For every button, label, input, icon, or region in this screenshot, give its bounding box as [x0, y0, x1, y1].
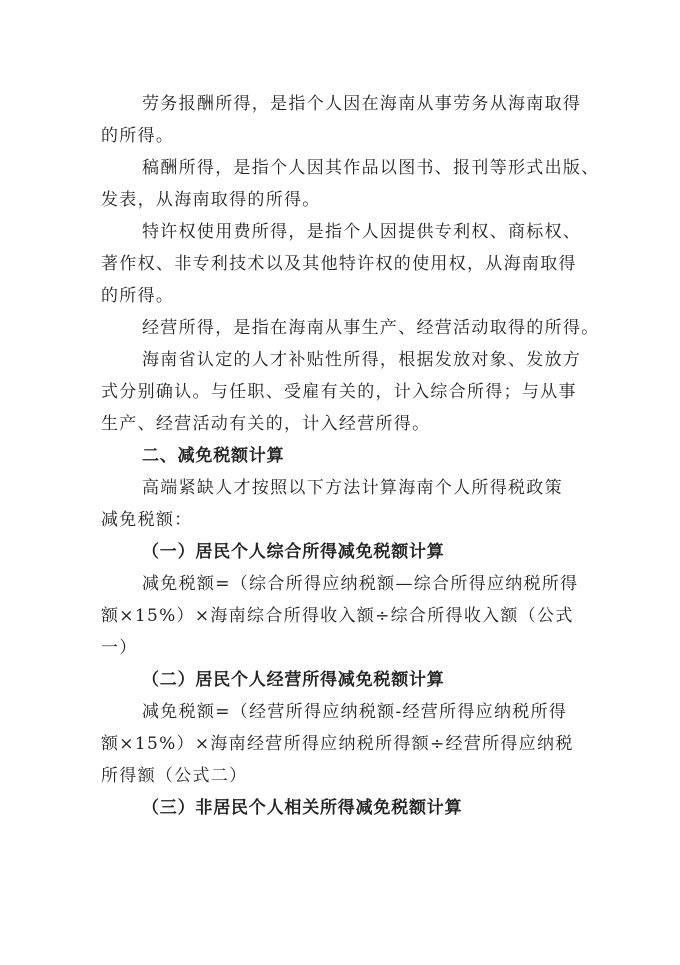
paragraph-talent-subsidy-line3: 生产、经营活动有关的，计入经营所得。 [101, 414, 431, 434]
subheading-resident-comprehensive-income: （一）居民个人综合所得减免税额计算 [142, 542, 445, 562]
formula-two-line2: 额×15%）×海南经营所得应纳税所得额÷经营所得应纳税 [101, 734, 574, 754]
paragraph-royalty-line2: 发表，从海南取得的所得。 [101, 190, 321, 210]
formula-one-line3: 一） [101, 638, 138, 658]
paragraph-talent-subsidy-line1: 海南省认定的人才补贴性所得，根据发放对象、发放方 [142, 350, 582, 370]
paragraph-franchise-line3: 的所得。 [101, 286, 175, 306]
paragraph-labor-income-line1: 劳务报酬所得，是指个人因在海南从事劳务从海南取得 [142, 94, 582, 114]
formula-two-line3: 所得额（公式二） [101, 766, 248, 786]
paragraph-talent-subsidy-line2: 式分别确认。与任职、受雇有关的，计入综合所得；与从事 [101, 382, 577, 402]
paragraph-business-income-line1: 经营所得，是指在海南从事生产、经营活动取得的所得。 [142, 318, 600, 338]
paragraph-labor-income-line2: 的所得。 [101, 126, 175, 146]
paragraph-franchise-line2: 著作权、非专利技术以及其他特许权的使用权，从海南取得 [101, 254, 577, 274]
formula-one-line2: 额×15%）×海南综合所得收入额÷综合所得收入额（公式 [101, 606, 574, 626]
paragraph-franchise-line1: 特许权使用费所得，是指个人因提供专利权、商标权、 [142, 222, 582, 242]
subheading-nonresident-income: （三）非居民个人相关所得减免税额计算 [142, 798, 463, 818]
formula-one-line1: 减免税额=（综合所得应纳税额—综合所得应纳税所得 [142, 574, 579, 594]
paragraph-method-line1: 高端紧缺人才按照以下方法计算海南个人所得税政策 [142, 478, 563, 498]
subheading-resident-business-income: （二）居民个人经营所得减免税额计算 [142, 670, 445, 690]
section-heading-reduction-calculation: 二、减免税额计算 [142, 446, 285, 466]
formula-two-line1: 减免税额=（经营所得应纳税额-经营所得应纳税所得 [142, 702, 568, 722]
paragraph-royalty-line1: 稿酬所得，是指个人因其作品以图书、报刊等形式出版、 [142, 158, 600, 178]
paragraph-method-line2: 减免税额： [101, 510, 193, 530]
